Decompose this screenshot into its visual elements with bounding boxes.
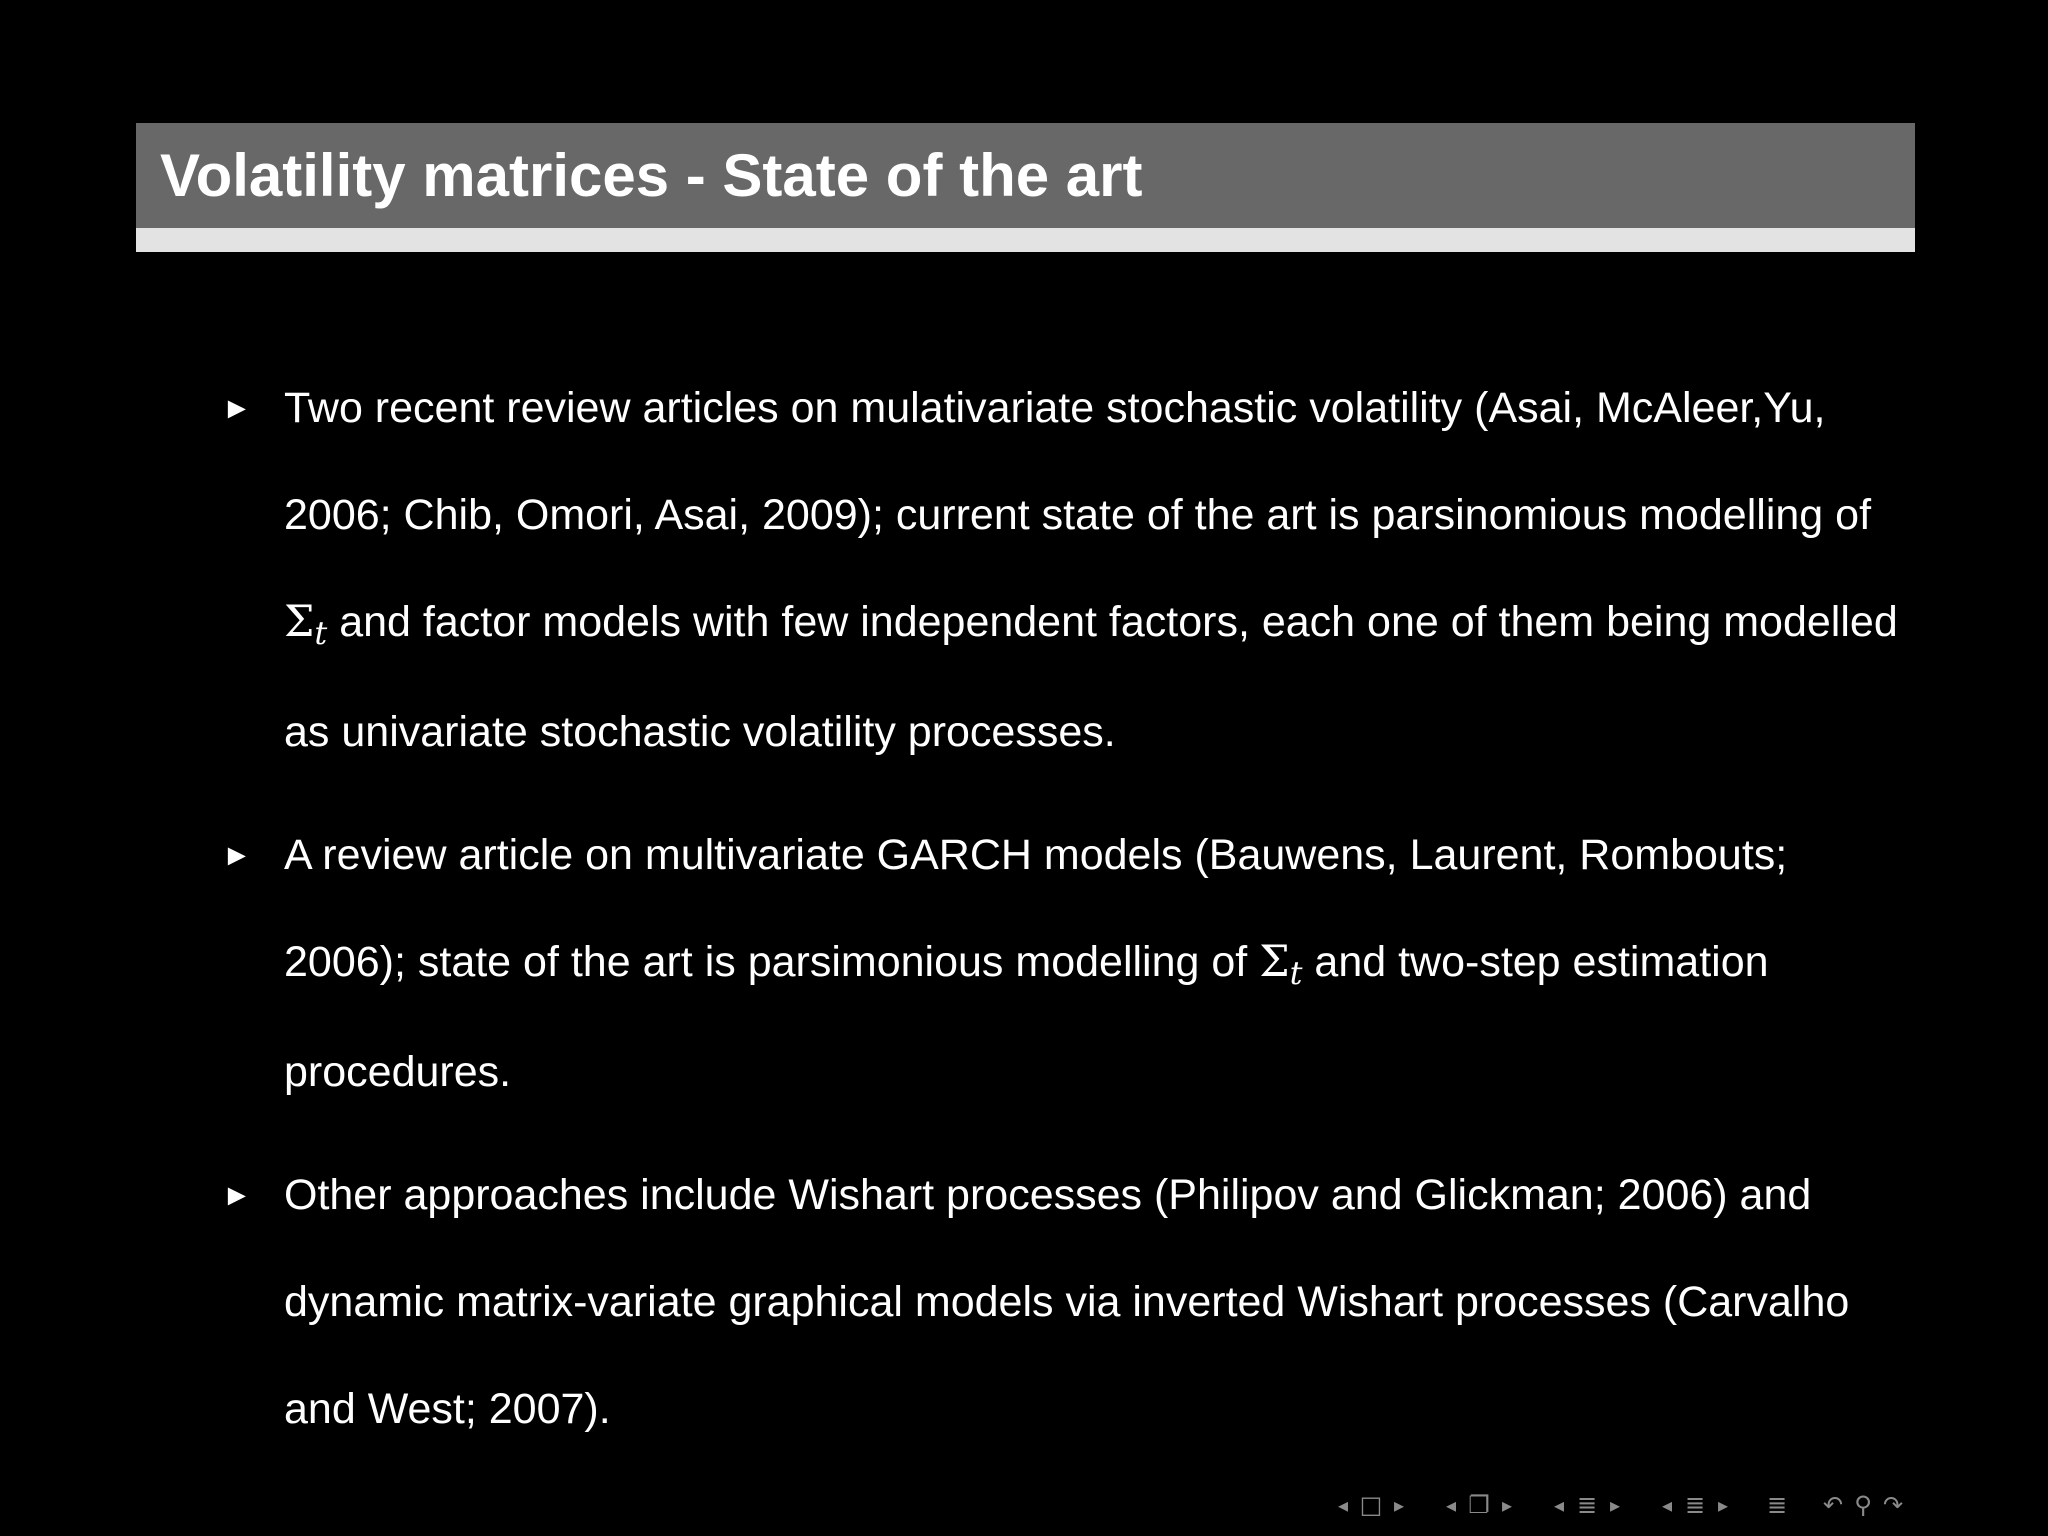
bullet-item — [218, 802, 1918, 1126]
bullet-text: Other approaches include Wishart processes (Philipov and Glickman; 2006) and dynamic matrix-variate graphical models via inverted Wishart processes (Carvalho and West; 2007). — [284, 1171, 1850, 1433]
arrow-right-icon[interactable]: ▸ — [1393, 1493, 1405, 1517]
appendix-icon[interactable]: ≣ — [1766, 1491, 1788, 1519]
subscript-t: t — [314, 614, 328, 652]
beamer-navigation-bar — [1330, 1490, 1934, 1520]
section-nav-group — [1546, 1491, 1628, 1519]
bullet-text-part: and two-step estimation procedures. — [284, 938, 1769, 1096]
section-icon[interactable]: ≣ — [1576, 1491, 1598, 1519]
arrow-left-icon[interactable]: ◂ — [1661, 1493, 1673, 1517]
bullet-list — [218, 355, 1918, 1479]
bullet-text-part: A review article on multivariate GARCH models (Bauwens, Laurent, Rombouts; 2006); state of the art is parsimonious modelling of — [284, 831, 1788, 986]
title-bar — [136, 123, 1915, 228]
search-nav-group — [1818, 1491, 1908, 1519]
triangle-bullet-icon: ► — [222, 392, 252, 425]
presentation-nav-group — [1654, 1491, 1736, 1519]
slide-title: Volatility matrices - State of the art — [160, 142, 1143, 209]
frame-icon[interactable]: □ — [1359, 1491, 1383, 1519]
triangle-bullet-icon: ► — [222, 1179, 252, 1212]
title-underline — [136, 228, 1915, 252]
triangle-bullet-icon: ► — [222, 839, 252, 872]
sigma-symbol: Σ — [284, 597, 315, 647]
frame-nav-group — [1330, 1491, 1412, 1519]
appendix-nav-group — [1762, 1491, 1792, 1519]
bullet-item — [218, 355, 1918, 786]
bullet-text-part: and factor models with few independent factors, each one of them being modelled as univariate stochastic volatility processes. — [284, 598, 1898, 756]
bullet-item — [218, 1142, 1918, 1463]
subsection-nav-group — [1438, 1491, 1520, 1519]
subscript-t: t — [1289, 954, 1303, 992]
subsection-icon[interactable]: ❐ — [1468, 1491, 1490, 1519]
arrow-right-icon[interactable]: ▸ — [1717, 1493, 1729, 1517]
arrow-right-icon[interactable]: ▸ — [1609, 1493, 1621, 1517]
arrow-left-icon[interactable]: ◂ — [1553, 1493, 1565, 1517]
search-icon[interactable]: ⚲ — [1854, 1491, 1872, 1519]
arrow-left-icon[interactable]: ◂ — [1337, 1493, 1349, 1517]
bullet-text-part: Two recent review articles on mulativariate stochastic volatility (Asai, McAleer,Yu, 2006; Chib, Omori, Asai, 2009); current state of the art is parsinomious modelling of — [284, 384, 1872, 539]
back-icon[interactable]: ↶ — [1822, 1491, 1844, 1519]
presentation-icon[interactable]: ≣ — [1684, 1491, 1706, 1519]
arrow-left-icon[interactable]: ◂ — [1445, 1493, 1457, 1517]
arrow-right-icon[interactable]: ▸ — [1501, 1493, 1513, 1517]
forward-icon[interactable]: ↷ — [1882, 1491, 1904, 1519]
sigma-symbol: Σ — [1259, 937, 1290, 987]
